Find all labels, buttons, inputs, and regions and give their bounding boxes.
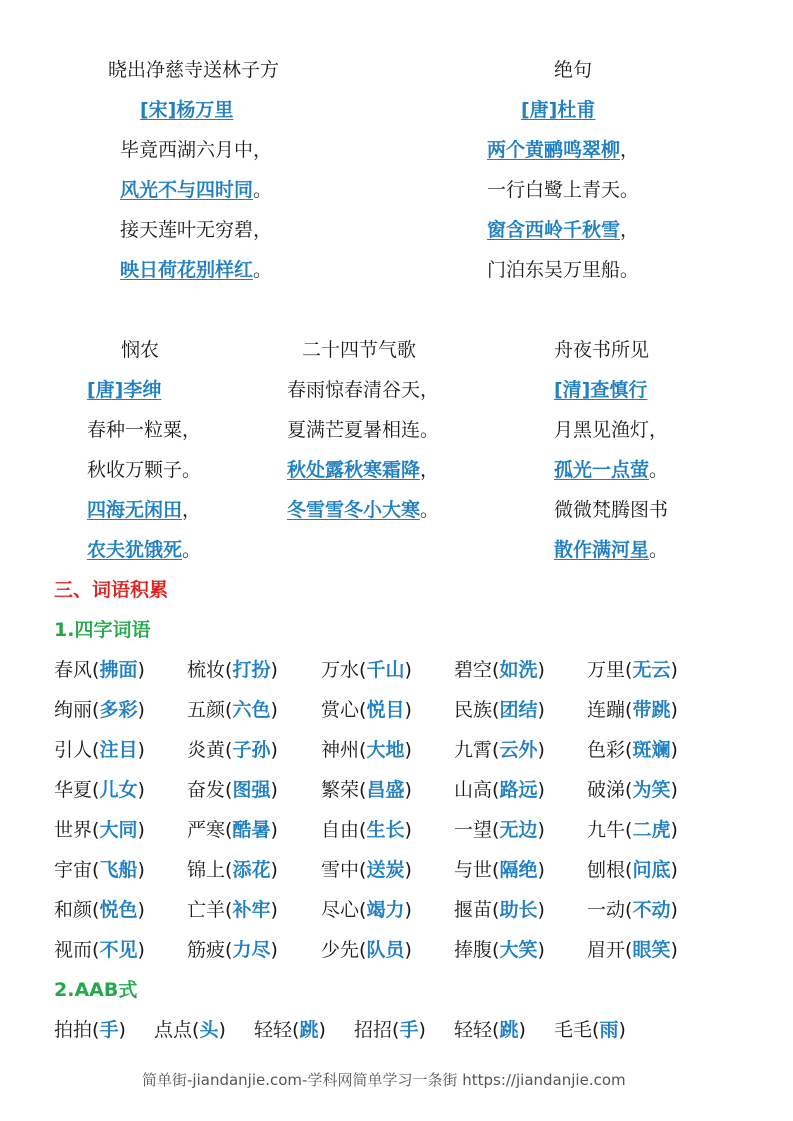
poem-title: 二十四节气歌 [302, 339, 417, 361]
poem-title: 悯农 [121, 339, 160, 361]
paren: ) [670, 739, 678, 761]
answer-blank: 孤光一点萤 [554, 459, 650, 481]
paren: ) [404, 659, 412, 681]
poem-line [87, 498, 201, 522]
paren: ( [592, 1019, 600, 1041]
word-answer: 拂面 [99, 659, 138, 681]
paren: ) [404, 699, 412, 721]
word-prefix: 世界 [54, 819, 93, 841]
word-prefix: 繁荣 [321, 779, 360, 801]
answer-blank: 散作满河星 [554, 539, 650, 561]
word-answer: 多彩 [99, 699, 138, 721]
word-item [321, 778, 412, 802]
word-answer: 补牢 [232, 899, 271, 921]
paren: ) [318, 1019, 326, 1041]
word-answer: 助长 [499, 899, 538, 921]
word-item [54, 738, 145, 762]
word-prefix: 万里 [587, 659, 626, 681]
paren: ) [404, 779, 412, 801]
paren: ) [137, 859, 145, 881]
paren: ) [518, 1019, 526, 1041]
paren: ( [92, 699, 100, 721]
aab-item [154, 1018, 226, 1042]
paren: ( [492, 659, 500, 681]
word-answer: 问底 [632, 859, 671, 881]
punctuation: 。 [420, 499, 440, 521]
word-answer: 二虎 [632, 819, 671, 841]
paren: ) [670, 659, 678, 681]
poem-line: 月黑见渔灯， [554, 419, 669, 441]
punctuation: 。 [253, 179, 273, 201]
answer-blank: 窗含西岭千秋雪 [487, 219, 621, 241]
word-prefix: 春风 [54, 659, 93, 681]
aab-prefix: 点点 [154, 1019, 193, 1041]
word-item [454, 858, 545, 882]
answer-blank: 秋处露秋寒霜降 [287, 459, 421, 481]
paren: ( [225, 699, 233, 721]
answer-blank: 冬雪雪冬小大寒 [287, 499, 421, 521]
paren: ) [537, 779, 545, 801]
paren: ) [670, 859, 678, 881]
poem-line: 毕竟西湖六月中， [120, 139, 273, 161]
word-prefix: 引人 [54, 739, 93, 761]
paren: ) [270, 659, 278, 681]
paren: ) [137, 739, 145, 761]
word-answer: 酷暑 [232, 819, 271, 841]
answer-blank: 风光不与四时同 [120, 179, 254, 201]
paren: ( [225, 859, 233, 881]
answer-blank: 映日荷花别样红 [120, 259, 254, 281]
punctuation: ， [620, 219, 640, 241]
word-answer: 大同 [99, 819, 138, 841]
paren: ( [492, 859, 500, 881]
paren: ( [625, 899, 633, 921]
word-item [54, 658, 145, 682]
paren: ( [625, 819, 633, 841]
paren: ( [625, 699, 633, 721]
paren: ( [625, 779, 633, 801]
paren: ( [225, 899, 233, 921]
paren: ( [492, 939, 500, 961]
word-item [587, 818, 678, 842]
paren: ( [92, 779, 100, 801]
poem-line: 微微梵腾图书 [554, 499, 669, 521]
aab-prefix: 轻轻 [454, 1019, 493, 1041]
word-prefix: 尽心 [321, 899, 360, 921]
word-item [454, 818, 545, 842]
word-item [587, 778, 678, 802]
aab-item [554, 1018, 626, 1042]
poem-line [87, 538, 201, 562]
word-item [54, 818, 145, 842]
paren: ( [492, 739, 500, 761]
punctuation: 。 [182, 539, 202, 561]
word-item [321, 898, 412, 922]
paren: ( [359, 699, 367, 721]
paren: ) [137, 699, 145, 721]
word-prefix: 宇宙 [54, 859, 93, 881]
word-item [587, 858, 678, 882]
word-item [54, 898, 145, 922]
paren: ) [270, 859, 278, 881]
word-item [587, 698, 678, 722]
word-answer: 为笑 [632, 779, 671, 801]
word-item [321, 938, 412, 962]
paren: ( [625, 939, 633, 961]
word-answer: 不见 [99, 939, 138, 961]
paren: ( [92, 939, 100, 961]
word-item [321, 858, 412, 882]
punctuation: 。 [253, 259, 273, 281]
word-prefix: 山高 [454, 779, 493, 801]
answer-blank: 两个黄鹂鸣翠柳 [487, 139, 621, 161]
word-prefix: 色彩 [587, 739, 626, 761]
word-item [187, 818, 278, 842]
aab-answer: 雨 [599, 1019, 619, 1041]
paren: ) [670, 819, 678, 841]
paren: ) [137, 819, 145, 841]
word-item [187, 858, 278, 882]
subsection-heading: 1.四字词语 [54, 619, 151, 641]
poem-line [487, 218, 639, 242]
poem-line: 夏满芒夏暑相连。 [287, 419, 440, 441]
aab-prefix: 拍拍 [54, 1019, 93, 1041]
poem-line: 接天莲叶无穷碧， [120, 219, 273, 241]
paren: ( [492, 899, 500, 921]
word-item [54, 698, 145, 722]
word-answer: 昌盛 [366, 779, 405, 801]
paren: ( [359, 859, 367, 881]
word-answer: 打扮 [232, 659, 271, 681]
paren: ( [92, 819, 100, 841]
word-item [187, 938, 278, 962]
word-answer: 六色 [232, 699, 271, 721]
poem-line [554, 538, 668, 562]
poem-line: 一行白鹭上青天。 [487, 179, 640, 201]
word-answer: 无云 [632, 659, 671, 681]
paren: ( [625, 739, 633, 761]
paren: ( [359, 899, 367, 921]
word-item [454, 698, 545, 722]
paren: ( [192, 1019, 200, 1041]
aab-prefix: 招招 [354, 1019, 393, 1041]
word-item [187, 898, 278, 922]
word-item [454, 778, 545, 802]
punctuation: ， [620, 139, 640, 161]
aab-item [254, 1018, 326, 1042]
paren: ) [537, 859, 545, 881]
aab-prefix: 毛毛 [554, 1019, 593, 1041]
paren: ) [137, 779, 145, 801]
paren: ( [292, 1019, 300, 1041]
aab-answer: 手 [99, 1019, 119, 1041]
aab-item [454, 1018, 526, 1042]
word-item [187, 738, 278, 762]
paren: ) [270, 739, 278, 761]
word-prefix: 眉开 [587, 939, 626, 961]
aab-prefix: 轻轻 [254, 1019, 293, 1041]
word-answer: 飞船 [99, 859, 138, 881]
word-answer: 斑斓 [632, 739, 671, 761]
paren: ) [537, 699, 545, 721]
word-answer: 大地 [366, 739, 405, 761]
paren: ) [404, 739, 412, 761]
poem-title: 绝句 [554, 59, 593, 81]
word-answer: 子孙 [232, 739, 271, 761]
poem-line: 春雨惊春清谷天， [287, 379, 440, 401]
word-answer: 力尽 [232, 939, 271, 961]
word-answer: 生长 [366, 819, 405, 841]
word-prefix: 一动 [587, 899, 626, 921]
paren: ( [92, 859, 100, 881]
poem-line [120, 178, 272, 202]
word-item [187, 778, 278, 802]
aab-answer: 头 [199, 1019, 219, 1041]
paren: ) [137, 899, 145, 921]
word-answer: 云外 [499, 739, 538, 761]
paren: ( [92, 659, 100, 681]
poem-line [287, 458, 439, 482]
word-prefix: 九霄 [454, 739, 493, 761]
paren: ) [270, 939, 278, 961]
paren: ) [404, 939, 412, 961]
paren: ( [92, 1019, 100, 1041]
word-answer: 带跳 [632, 699, 671, 721]
section-heading: 三、词语积累 [54, 579, 169, 601]
word-prefix: 锦上 [187, 859, 226, 881]
paren: ) [270, 819, 278, 841]
word-answer: 如洗 [499, 659, 538, 681]
word-prefix: 碧空 [454, 659, 493, 681]
paren: ) [537, 939, 545, 961]
poem-line [120, 258, 272, 282]
poem-line [287, 498, 439, 522]
poem-line [554, 458, 668, 482]
word-item [54, 778, 145, 802]
aab-item [354, 1018, 426, 1042]
paren: ) [537, 819, 545, 841]
punctuation: 。 [649, 459, 669, 481]
paren: ) [537, 659, 545, 681]
word-answer: 无边 [499, 819, 538, 841]
word-answer: 添花 [232, 859, 271, 881]
word-prefix: 奋发 [187, 779, 226, 801]
word-prefix: 万水 [321, 659, 360, 681]
paren: ) [137, 939, 145, 961]
word-item [321, 698, 412, 722]
paren: ( [359, 819, 367, 841]
word-prefix: 自由 [321, 819, 360, 841]
word-prefix: 少先 [321, 939, 360, 961]
paren: ( [392, 1019, 400, 1041]
poem-line: 秋收万颗子。 [87, 459, 202, 481]
paren: ) [670, 779, 678, 801]
paren: ) [404, 859, 412, 881]
word-answer: 团结 [499, 699, 538, 721]
poem-line: 春种一粒粟， [87, 419, 202, 441]
word-item [321, 818, 412, 842]
word-item [587, 738, 678, 762]
paren: ( [359, 939, 367, 961]
paren: ( [92, 899, 100, 921]
word-answer: 悦目 [366, 699, 405, 721]
aab-answer: 跳 [299, 1019, 319, 1041]
word-prefix: 与世 [454, 859, 493, 881]
poem-author: [清]查慎行 [554, 379, 648, 401]
word-prefix: 亡羊 [187, 899, 226, 921]
paren: ( [625, 659, 633, 681]
paren: ) [404, 819, 412, 841]
word-prefix: 九牛 [587, 819, 626, 841]
paren: ( [225, 659, 233, 681]
paren: ) [270, 699, 278, 721]
word-answer: 竭力 [366, 899, 405, 921]
footer-text: 简单街-jiandanjie.com-学科网简单学习一条街 https://jiandanjie.com [142, 1071, 626, 1089]
word-prefix: 连蹦 [587, 699, 626, 721]
paren: ) [670, 899, 678, 921]
aab-item [54, 1018, 126, 1042]
word-prefix: 梳妆 [187, 659, 226, 681]
poem-title: 舟夜书所见 [554, 339, 650, 361]
word-prefix: 绚丽 [54, 699, 93, 721]
word-prefix: 揠苗 [454, 899, 493, 921]
paren: ( [225, 779, 233, 801]
paren: ( [225, 819, 233, 841]
word-item [454, 898, 545, 922]
word-answer: 悦色 [99, 899, 138, 921]
word-prefix: 五颜 [187, 699, 226, 721]
paren: ( [492, 819, 500, 841]
word-prefix: 视而 [54, 939, 93, 961]
word-prefix: 神州 [321, 739, 360, 761]
word-item [187, 658, 278, 682]
word-item [321, 658, 412, 682]
word-answer: 注目 [99, 739, 138, 761]
word-prefix: 民族 [454, 699, 493, 721]
paren: ( [225, 739, 233, 761]
word-answer: 大笑 [499, 939, 538, 961]
paren: ) [404, 899, 412, 921]
poem-line: 门泊东吴万里船。 [487, 259, 640, 281]
poem-line [487, 138, 639, 162]
word-prefix: 刨根 [587, 859, 626, 881]
paren: ( [92, 739, 100, 761]
paren: ) [537, 739, 545, 761]
word-item [587, 898, 678, 922]
paren: ( [625, 859, 633, 881]
paren: ) [118, 1019, 126, 1041]
word-prefix: 雪中 [321, 859, 360, 881]
word-prefix: 和颜 [54, 899, 93, 921]
answer-blank: 四海无闲田 [87, 499, 183, 521]
word-answer: 眼笑 [632, 939, 671, 961]
word-answer: 儿女 [99, 779, 138, 801]
word-prefix: 严寒 [187, 819, 226, 841]
paren: ) [537, 899, 545, 921]
word-item [587, 938, 678, 962]
aab-answer: 手 [399, 1019, 419, 1041]
paren: ) [218, 1019, 226, 1041]
paren: ( [225, 939, 233, 961]
poem-author: [唐]杜甫 [521, 99, 596, 121]
word-answer: 图强 [232, 779, 271, 801]
paren: ( [359, 779, 367, 801]
poem-title: 晓出净慈寺送林子方 [108, 59, 280, 81]
word-item [321, 738, 412, 762]
subsection-heading: 2.AAB式 [54, 979, 138, 1001]
word-prefix: 华夏 [54, 779, 93, 801]
paren: ( [492, 1019, 500, 1041]
word-item [54, 938, 145, 962]
word-item [587, 658, 678, 682]
paren: ( [492, 779, 500, 801]
word-prefix: 赏心 [321, 699, 360, 721]
poem-author: [唐]李绅 [87, 379, 162, 401]
punctuation: 。 [649, 539, 669, 561]
word-prefix: 捧腹 [454, 939, 493, 961]
answer-blank: 农夫犹饿死 [87, 539, 183, 561]
word-answer: 送炭 [366, 859, 405, 881]
word-item [454, 658, 545, 682]
word-prefix: 筋疲 [187, 939, 226, 961]
paren: ) [670, 699, 678, 721]
paren: ) [137, 659, 145, 681]
poem-author: [宋]杨万里 [140, 99, 234, 121]
word-prefix: 破涕 [587, 779, 626, 801]
word-item [187, 698, 278, 722]
word-item [454, 938, 545, 962]
word-answer: 不动 [632, 899, 671, 921]
word-prefix: 炎黄 [187, 739, 226, 761]
aab-answer: 跳 [499, 1019, 519, 1041]
word-item [454, 738, 545, 762]
paren: ) [270, 899, 278, 921]
word-answer: 路远 [499, 779, 538, 801]
paren: ( [359, 659, 367, 681]
paren: ( [492, 699, 500, 721]
paren: ( [359, 739, 367, 761]
word-answer: 队员 [366, 939, 405, 961]
punctuation: ， [420, 459, 440, 481]
paren: ) [418, 1019, 426, 1041]
paren: ) [670, 939, 678, 961]
word-prefix: 一望 [454, 819, 493, 841]
paren: ) [618, 1019, 626, 1041]
word-answer: 千山 [366, 659, 405, 681]
word-answer: 隔绝 [499, 859, 538, 881]
word-item [54, 858, 145, 882]
punctuation: ， [182, 499, 202, 521]
paren: ) [270, 779, 278, 801]
